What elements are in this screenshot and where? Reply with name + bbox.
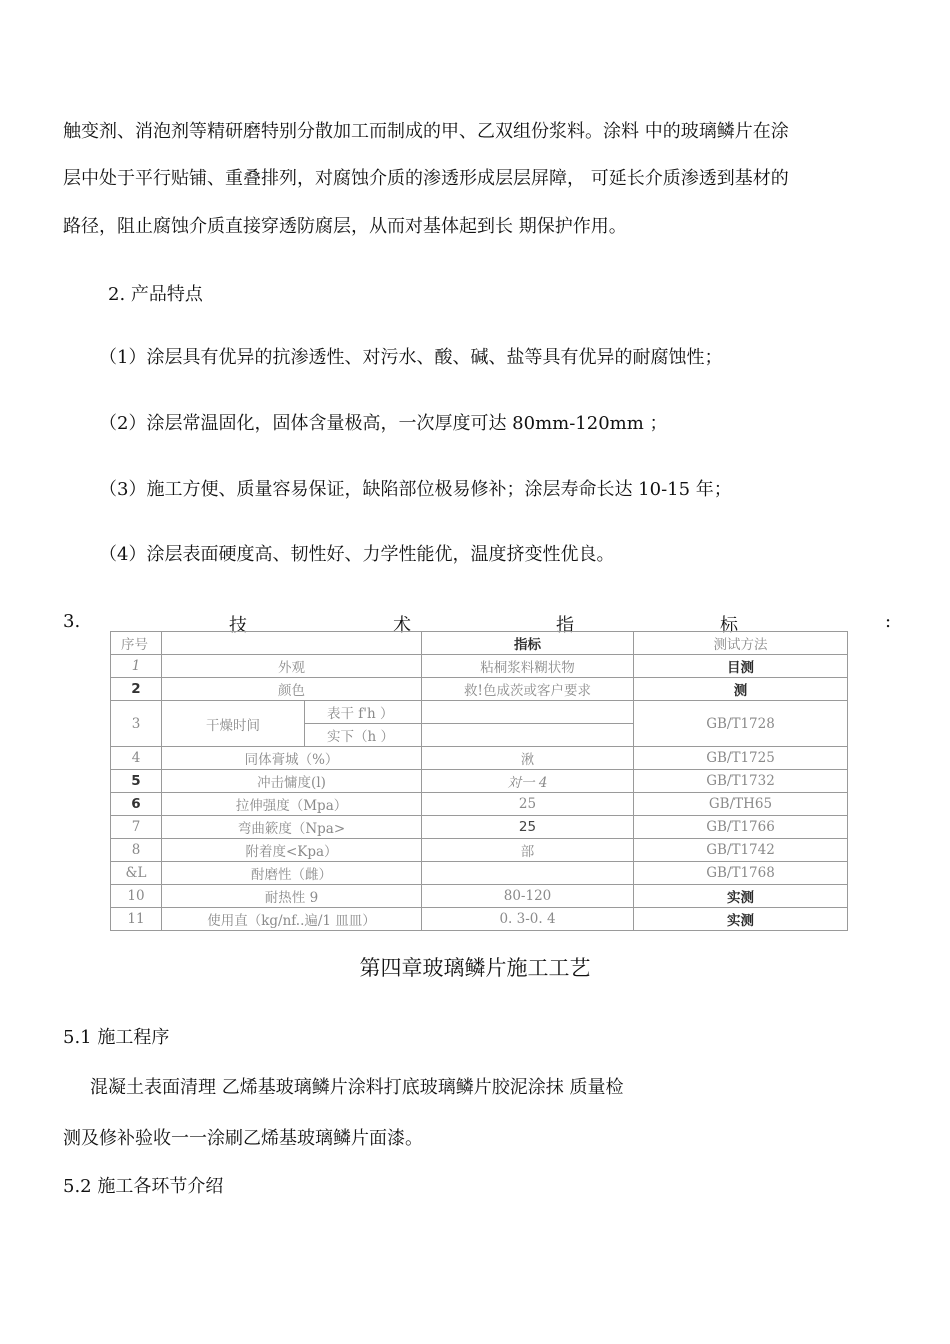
feature-item-4: （4）涂层表面硬度高、韧性好、力学性能优，温度挤变性优良。 bbox=[99, 544, 615, 565]
tech-heading-char: 标 bbox=[720, 615, 738, 636]
row-no: 7 bbox=[111, 816, 162, 839]
table-row bbox=[111, 908, 848, 931]
row-index: 湫 bbox=[422, 747, 634, 770]
row-item: 同体膏城（%） bbox=[162, 747, 422, 770]
row-no: 2 bbox=[111, 678, 162, 701]
row-index: 部 bbox=[422, 839, 634, 862]
section-5-1-line-2: 测及修补验收一一涂刷乙烯基玻璃鳞片面漆。 bbox=[63, 1128, 423, 1149]
table-row bbox=[111, 793, 848, 816]
section-5-1-line-1: 混凝土表面清理 乙烯基玻璃鳞片涂料打底玻璃鳞片胶泥涂抹 质量检 bbox=[90, 1077, 624, 1098]
row-item: 使用直（kg/nf..遍/1 皿皿） bbox=[162, 908, 422, 931]
feature-item-1: （1）涂层具有优异的抗渗透性、对污水、酸、碱、盐等具有优异的耐腐蚀性； bbox=[99, 347, 723, 368]
table-row bbox=[111, 816, 848, 839]
row-index: 80-120 bbox=[422, 885, 634, 908]
tech-heading bbox=[63, 611, 893, 636]
header-no: 序号 bbox=[111, 632, 162, 655]
tech-heading-char: : bbox=[885, 611, 892, 632]
row-index bbox=[422, 862, 634, 885]
tech-heading-char: 术 bbox=[393, 615, 411, 636]
row-index: 0. 3-0. 4 bbox=[422, 908, 634, 931]
section-5-1-heading: 5.1 施工程序 bbox=[63, 1027, 170, 1048]
row-item: 酎磨性（雌） bbox=[162, 862, 422, 885]
row-index: 救!色成茨或客户要求 bbox=[422, 678, 634, 701]
row-no: 10 bbox=[111, 885, 162, 908]
header-index: 指标 bbox=[422, 632, 634, 655]
header-method: 测试方法 bbox=[634, 632, 848, 655]
row-method: 实测 bbox=[634, 885, 848, 908]
row-method: GB/T1742 bbox=[634, 839, 848, 862]
tech-heading-char: 指 bbox=[556, 615, 574, 636]
intro-line-3: 路径，阻止腐蚀介质直接穿透防腐层，从而对基体起到长 期保护作用。 bbox=[63, 216, 627, 237]
tech-heading-num: 3. bbox=[63, 611, 81, 632]
row-no: 4 bbox=[111, 747, 162, 770]
row-item: 耐热性 9 bbox=[162, 885, 422, 908]
row-item: 干燥时间 bbox=[162, 701, 305, 747]
feature-item-2: （2）涂层常温固化，固体含量极高，一次厚度可达 80mm-120mm ； bbox=[99, 413, 668, 434]
table-row bbox=[111, 885, 848, 908]
row-subitem: 表干 f'h ） bbox=[305, 701, 422, 724]
table-row bbox=[111, 655, 848, 678]
feature-item-3: （3）施工方便、质量容易保证，缺陷部位极易修补；涂层寿命长达 10-15 年； bbox=[99, 479, 732, 500]
intro-line-1: 触变剂、消泡剂等精研磨特别分散加工而制成的甲、乙双组份浆料。涂料 中的玻璃鳞片在涂 bbox=[63, 121, 789, 142]
row-method: GB/T1768 bbox=[634, 862, 848, 885]
row-no: 5 bbox=[111, 770, 162, 793]
row-item: 冲击慵度(l) bbox=[162, 770, 422, 793]
row-method: GB/T1728 bbox=[634, 701, 848, 747]
table-header-row bbox=[111, 632, 848, 655]
features-heading: 2. 产品特点 bbox=[108, 284, 203, 305]
row-index: 25 bbox=[422, 816, 634, 839]
table-row bbox=[111, 747, 848, 770]
table-row bbox=[111, 839, 848, 862]
row-method: GB/T1766 bbox=[634, 816, 848, 839]
section-5-2-heading: 5.2 施工各环节介绍 bbox=[63, 1176, 224, 1197]
row-no: 8 bbox=[111, 839, 162, 862]
row-method: 目测 bbox=[634, 655, 848, 678]
row-no: 1 bbox=[111, 655, 162, 678]
row-index: 25 bbox=[422, 793, 634, 816]
row-item: 附着度<Kpa） bbox=[162, 839, 422, 862]
row-no: &L bbox=[111, 862, 162, 885]
table-row bbox=[111, 678, 848, 701]
row-no: 11 bbox=[111, 908, 162, 931]
tech-heading-char: 技 bbox=[229, 615, 247, 636]
row-index: 対一 4 bbox=[422, 770, 634, 793]
row-method: GB/T1725 bbox=[634, 747, 848, 770]
row-subitem: 实下（h ） bbox=[305, 724, 422, 747]
row-item: 外观 bbox=[162, 655, 422, 678]
row-index: 粘桐浆料糊状物 bbox=[422, 655, 634, 678]
table-row bbox=[111, 701, 848, 724]
row-item: 弯曲簌度（Npa> bbox=[162, 816, 422, 839]
row-method: GB/T1732 bbox=[634, 770, 848, 793]
row-item: 拉伸强度（Mpa） bbox=[162, 793, 422, 816]
row-method: GB/TH65 bbox=[634, 793, 848, 816]
spec-table bbox=[110, 631, 848, 931]
row-index bbox=[422, 701, 634, 724]
intro-line-2: 层中处于平行贴铺、重叠排列，对腐蚀介质的渗透形成层层屏障， 可延长介质渗透到基材的 bbox=[63, 168, 789, 189]
row-item: 颜色 bbox=[162, 678, 422, 701]
row-index bbox=[422, 724, 634, 747]
table-row bbox=[111, 862, 848, 885]
table-row bbox=[111, 770, 848, 793]
row-no: 6 bbox=[111, 793, 162, 816]
row-no: 3 bbox=[111, 701, 162, 747]
header-item bbox=[162, 632, 422, 655]
row-method: 实测 bbox=[634, 908, 848, 931]
row-method: 测 bbox=[634, 678, 848, 701]
chapter-title: 第四章玻璃鳞片施工工艺 bbox=[359, 956, 591, 980]
